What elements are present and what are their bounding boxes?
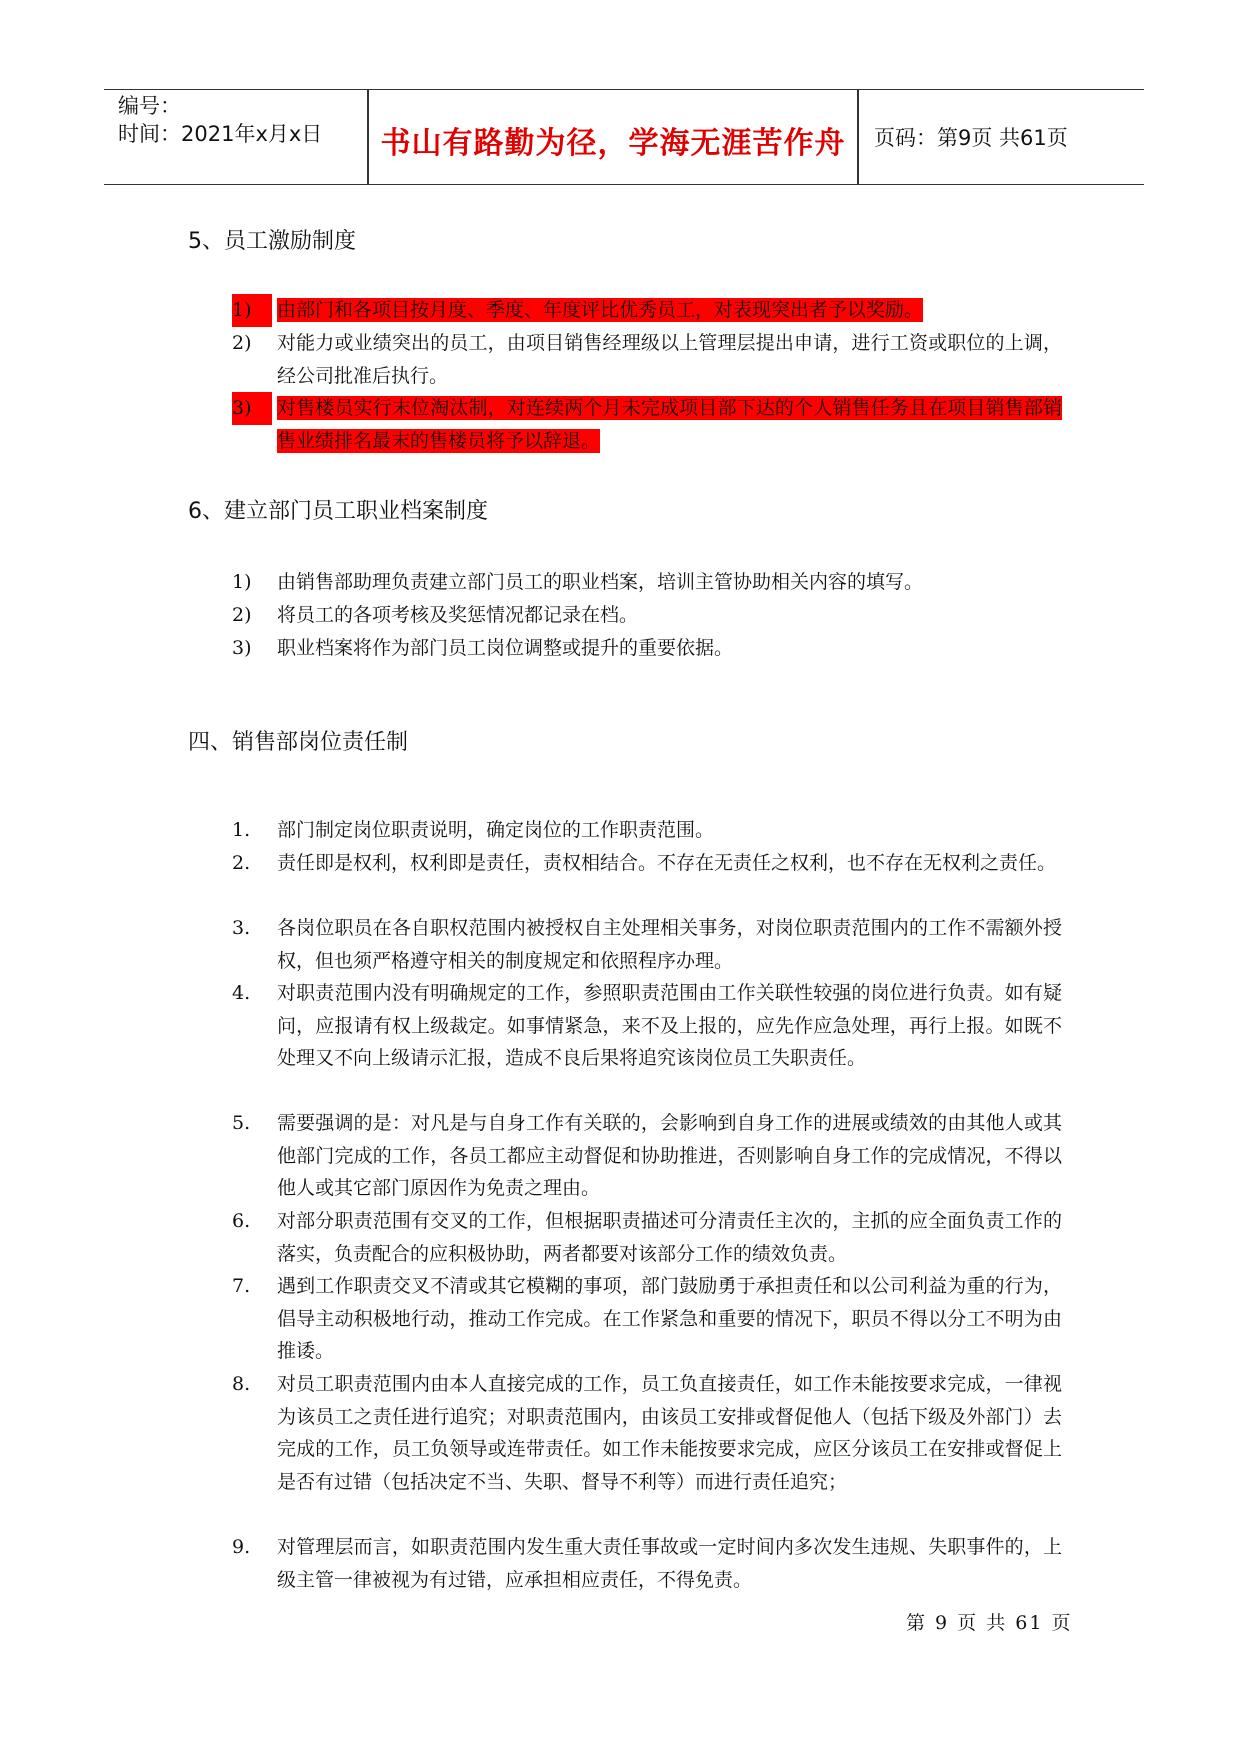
- list-item: [232, 912, 1062, 977]
- header-divider: [857, 90, 859, 184]
- header-number-label: 编号：: [118, 94, 181, 118]
- item-text: 责任即是权利，权利即是责任，责权相结合。不存在无责任之权利，也不存在无权利之责任。: [277, 852, 1057, 874]
- list-item: [232, 814, 1062, 847]
- item-text: 由销售部助理负责建立部门员工的职业档案，培训主管协助相关内容的填写。: [277, 571, 924, 593]
- item-number: 3): [232, 637, 252, 659]
- item-number: 2.: [232, 852, 251, 874]
- header-motto: 书山有路勤为径，学海无涯苦作舟: [380, 126, 846, 161]
- item-text: 对售楼员实行末位淘汰制，对连续两个月未完成项目部下达的个人销售任务且在项目销售部销售业绩排名最末的售楼员将予以辞退。: [277, 397, 1062, 452]
- item-text: 对部分职责范围有交叉的工作，但根据职责描述可分清责任主次的，主抓的应全面负责工作的落实，负责配合的应积极协助，两者都要对该部分工作的绩效负责。: [277, 1210, 1062, 1265]
- item-number: 6.: [232, 1210, 251, 1232]
- list-item: [232, 599, 1062, 632]
- page-header: [104, 89, 1144, 185]
- list-item: [232, 632, 1062, 665]
- item-number: 1.: [232, 819, 251, 841]
- list-item: [232, 977, 1062, 1075]
- list-item: [232, 1107, 1062, 1205]
- item-number: 2): [232, 604, 252, 626]
- list-item-highlighted: [232, 294, 1062, 327]
- list-item: [232, 327, 1062, 392]
- item-number: 3.: [232, 917, 251, 939]
- item-number: 9.: [232, 1536, 251, 1558]
- item-text: 遇到工作职责交叉不清或其它模糊的事项，部门鼓励勇于承担责任和以公司利益为重的行为，倡导主动积极地行动，推动工作完成。在工作紧急和重要的情况下，职员不得以分工不明为由推诿。: [277, 1275, 1062, 1362]
- header-time-label: 时间：2021年x月x日: [118, 122, 323, 146]
- section-title: 5、员工激励制度: [188, 229, 356, 254]
- item-text: 对管理层而言，如职责范围内发生重大责任事故或一定时间内多次发生违规、失职事件的，上级主管一律被视为有过错，应承担相应责任，不得免责。: [277, 1536, 1062, 1591]
- header-page-label: 页码：第9页 共61页: [874, 126, 1068, 150]
- item-text: 由部门和各项目按月度、季度、年度评比优秀员工，对表现突出者予以奖励。: [277, 299, 924, 321]
- list-item-highlighted: [232, 392, 1062, 457]
- item-number: 5.: [232, 1112, 251, 1134]
- item-text: 对员工职责范围内由本人直接完成的工作，员工负直接责任，如工作未能按要求完成，一律视为该员工之责任进行追究；对职责范围内，由该员工安排或督促他人（包括下级及外部门）去完成的工作，员工负领导或连带责任。如工作未能按要求完成，应区分该员工在安排或督促上是否有过错（包括决定不当、失职、督导不利等）而进行责任追究；: [277, 1373, 1062, 1493]
- list-item: [232, 1531, 1062, 1596]
- page-footer: 第 9 页 共 61 页: [906, 1612, 1073, 1634]
- item-text: 对能力或业绩突出的员工，由项目销售经理级以上管理层提出申请，进行工资或职位的上调，经公司批准后执行。: [277, 332, 1062, 387]
- list-item: [232, 1205, 1062, 1270]
- item-number: 1): [232, 294, 272, 327]
- item-text: 部门制定岗位职责说明，确定岗位的工作职责范围。: [277, 819, 715, 841]
- item-text: 职业档案将作为部门员工岗位调整或提升的重要依据。: [277, 637, 734, 659]
- item-text: 将员工的各项考核及奖惩情况都记录在档。: [277, 604, 639, 626]
- list-item: [232, 847, 1062, 880]
- item-number: 7.: [232, 1275, 251, 1297]
- item-text: 需要强调的是：对凡是与自身工作有关联的，会影响到自身工作的进展或绩效的由其他人或其他部门完成的工作，各员工都应主动督促和协助推进，否则影响自身工作的完成情况，不得以他人或其它部门原因作为免责之理由。: [277, 1112, 1062, 1199]
- item-number: 3): [232, 392, 272, 425]
- list-item: [232, 1368, 1062, 1498]
- section-title: 6、建立部门员工职业档案制度: [188, 499, 488, 524]
- item-number: 2): [232, 332, 252, 354]
- item-number: 8.: [232, 1373, 251, 1395]
- list-item: [232, 1270, 1062, 1368]
- section-title: 四、销售部岗位责任制: [188, 730, 409, 755]
- list-item: [232, 566, 1062, 599]
- item-number: 1): [232, 571, 252, 593]
- item-text: 对职责范围内没有明确规定的工作，参照职责范围由工作关联性较强的岗位进行负责。如有疑问，应报请有权上级裁定。如事情紧急，来不及上报的，应先作应急处理，再行上报。如既不处理又不向上级请示汇报，造成不良后果将追究该岗位员工失职责任。: [277, 982, 1062, 1069]
- item-text: 各岗位职员在各自职权范围内被授权自主处理相关事务，对岗位职责范围内的工作不需额外授权，但也须严格遵守相关的制度规定和依照程序办理。: [277, 917, 1062, 972]
- header-meta: [118, 92, 322, 148]
- item-number: 4.: [232, 982, 251, 1004]
